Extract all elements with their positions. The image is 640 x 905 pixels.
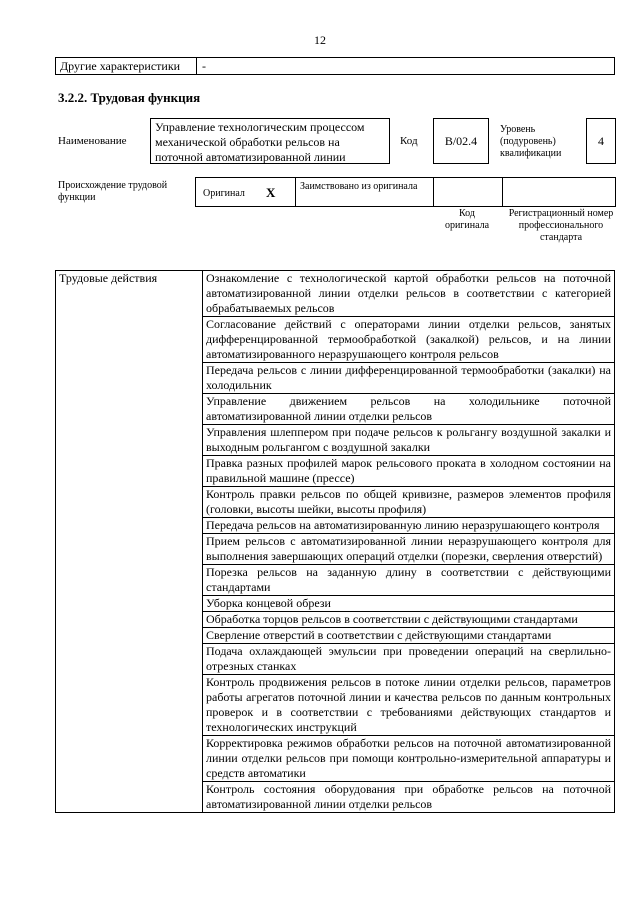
function-name-box: [150, 118, 390, 164]
reg-number-caption: Регистрационный номер профессионального стандарта: [508, 208, 614, 243]
origin-box: [195, 177, 616, 207]
table-row: [56, 271, 615, 317]
code-value: B/02.4: [444, 134, 478, 148]
section-title: 3.2.2. Трудовая функция: [58, 90, 201, 105]
labor-action-item: Управления шлеппером при подаче рельсов к рольгангу воздушной закалки и выходным рольгангом с воздушной закалки: [203, 425, 615, 456]
labor-action-item: Согласование действий с операторами линии отделки рельсов, занятых дифференцированной термообработкой (закалкой) рельсов, и на линии автоматизированного неразрушающего контроля рельсов: [203, 317, 615, 363]
labor-action-item: Сверление отверстий в соответствии с действующими стандартами: [203, 628, 615, 644]
other-characteristics-value: -: [202, 59, 206, 73]
code-label: Код: [400, 135, 418, 147]
labor-action-item: Уборка концевой обрези: [203, 596, 615, 612]
labor-action-item: Контроль состояния оборудования при обработке рельсов на поточной автоматизированной линии отделки рельсов: [203, 782, 615, 813]
code-original-caption: Код оригинала: [444, 208, 490, 231]
labor-action-item: Контроль правки рельсов по общей кривизне, размеров элементов профиля (головки, высоты шейки, высоты профиля): [203, 487, 615, 518]
labor-action-item: Передача рельсов с линии дифференцированной термообработки (закалки) на холодильник: [203, 363, 615, 394]
function-name-value: Управление технологическим процессом механической обработки рельсов на поточной автоматизированной линии: [155, 120, 365, 164]
labor-action-item: Обработка торцов рельсов в соответствии с действующими стандартами: [203, 612, 615, 628]
labor-action-item: Порезка рельсов на заданную длину в соответствии с действующими стандартами: [203, 565, 615, 596]
labor-action-item: Передача рельсов на автоматизированную линию неразрушающего контроля: [203, 518, 615, 534]
original-label: Оригинал: [203, 188, 245, 199]
other-characteristics-label: Другие характеристики: [60, 59, 181, 73]
labor-action-item: Контроль продвижения рельсов в потоке линии отделки рельсов, параметров работы агрегатов поточной линии и качества рельсов по данным контрольных проверок и в соответствии с требованиями действующих стандартов и технологических инструкций: [203, 675, 615, 736]
other-characteristics-row: [55, 57, 615, 75]
labor-action-item: Корректировка режимов обработки рельсов на поточной автоматизированной линии отделки рельсов при помощи контрольно-измерительной аппаратуры и средств автоматики: [203, 736, 615, 782]
labor-actions-table: [55, 270, 615, 813]
labor-action-item: Прием рельсов с автоматизированной линии неразрушающего контроля для выполнения завершающих операций отделки (порезки, сверления отверстий): [203, 534, 615, 565]
level-value: 4: [598, 134, 604, 148]
labor-action-item: Ознакомление с технологической картой обработки рельсов на поточной автоматизированной линии отделки рельсов в соответствии с категорией обрабатываемых рельсов: [203, 271, 615, 317]
labor-actions-label: Трудовые действия: [56, 271, 203, 813]
code-box: [433, 118, 489, 164]
labor-action-item: Подача охлаждающей эмульсии при проведении операций на сверлильно-отрезных станках: [203, 644, 615, 675]
labor-action-item: Правка разных профилей марок рельсового проката в холодном состоянии на правильной машине (прессе): [203, 456, 615, 487]
labor-action-item: Управление движением рельсов на холодильнике поточной автоматизированной линии отделки рельсов: [203, 394, 615, 425]
original-mark: X: [266, 185, 276, 200]
origin-label: Происхождение трудовой функции: [58, 180, 168, 203]
borrowed-label: Заимствовано из оригинала: [300, 181, 418, 192]
level-box: [586, 118, 616, 164]
page-number: 12: [314, 33, 326, 47]
name-label: Наименование: [58, 135, 127, 147]
level-label: Уровень (подуровень) квалификации: [500, 124, 562, 159]
